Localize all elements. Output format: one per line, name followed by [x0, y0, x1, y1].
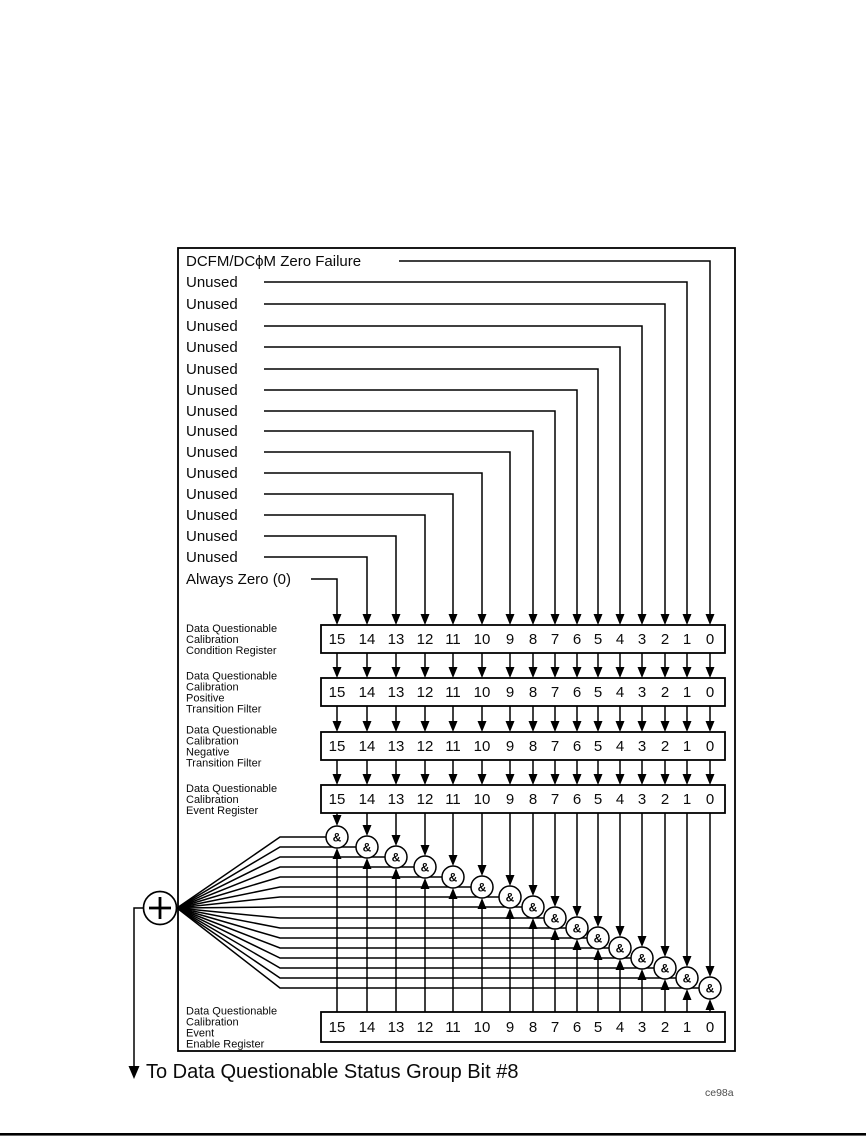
arrow-down-icon: [421, 721, 430, 732]
arrow-down-icon: [421, 845, 430, 856]
arrow-down-icon: [594, 916, 603, 927]
event-register-bit-cell: 15: [328, 791, 346, 808]
arrow-down-icon: [333, 815, 342, 826]
output-destination-label: To Data Questionable Status Group Bit #8: [146, 1061, 519, 1083]
arrow-down-icon: [551, 774, 560, 785]
positive-transition-filter-bit-cell: 0: [705, 684, 715, 701]
arrow-down-icon: [683, 721, 692, 732]
arrow-down-icon: [706, 614, 715, 625]
event-enable-register-bit-cell: 9: [505, 1019, 515, 1036]
and-gate-symbol: &: [550, 911, 560, 926]
condition-register-bit-cell: 1: [682, 631, 692, 648]
positive-transition-filter-label-line: Calibration: [186, 681, 239, 694]
arrow-down-icon: [661, 774, 670, 785]
arrow-down-icon: [392, 774, 401, 785]
arrow-up-icon: [616, 959, 625, 970]
and-gate-symbol: &: [660, 961, 670, 976]
input-row-label-bit-5: Unused: [186, 361, 238, 378]
arrow-down-icon: [333, 721, 342, 732]
negative-transition-filter-bit-cell: 3: [637, 738, 647, 755]
arrow-down-icon: [683, 667, 692, 678]
arrow-down-icon: [638, 667, 647, 678]
negative-transition-filter-bit-cell: 10: [473, 738, 491, 755]
arrow-down-icon: [661, 946, 670, 957]
input-signal-line-bit-4: [264, 347, 620, 615]
arrow-down-icon: [529, 885, 538, 896]
arrow-down-icon: [706, 667, 715, 678]
arrow-up-icon: [449, 888, 458, 899]
event-enable-register-bit-cell: 14: [358, 1019, 376, 1036]
arrow-up-icon: [638, 969, 647, 980]
condition-register-label-line: Data Questionable: [186, 623, 278, 635]
arrow-down-icon: [529, 667, 538, 678]
input-signal-line-bit-5: [264, 369, 598, 615]
arrow-down-icon: [661, 721, 670, 732]
gate-output-line: [177, 857, 385, 908]
negative-transition-filter-bit-cell: 15: [328, 738, 346, 755]
arrow-down-icon: [506, 721, 515, 732]
positive-transition-filter-bit-cell: 12: [416, 684, 434, 701]
arrow-down-icon: [449, 614, 458, 625]
and-gate-symbol: &: [505, 890, 515, 905]
arrow-down-icon: [421, 667, 430, 678]
event-enable-register-bit-cell: 12: [416, 1019, 434, 1036]
positive-transition-filter-bit-cell: 1: [682, 684, 692, 701]
arrow-down-icon: [363, 774, 372, 785]
positive-transition-filter-bit-cell: 8: [528, 684, 538, 701]
negative-transition-filter-bit-cell: 13: [387, 738, 405, 755]
input-row-label-bit-6: Unused: [186, 382, 238, 399]
input-signal-line-bit-12: [264, 515, 425, 615]
event-enable-register-bit-cell: 2: [660, 1019, 670, 1036]
arrow-down-icon: [333, 614, 342, 625]
arrow-down-icon: [478, 721, 487, 732]
arrow-down-icon: [449, 774, 458, 785]
event-enable-register-bit-cell: 10: [473, 1019, 491, 1036]
arrow-up-icon: [333, 848, 342, 859]
arrow-down-icon: [683, 956, 692, 967]
arrow-down-icon: [449, 855, 458, 866]
input-signal-line-bit-1: [264, 282, 687, 615]
arrow-down-icon: [363, 721, 372, 732]
arrow-down-icon: [616, 721, 625, 732]
condition-register-bit-cell: 14: [358, 631, 376, 648]
negative-transition-filter-label-line: Calibration: [186, 735, 239, 748]
arrow-up-icon: [683, 989, 692, 1000]
arrow-down-icon: [573, 774, 582, 785]
arrow-down-icon: [449, 667, 458, 678]
arrow-down-icon: [683, 614, 692, 625]
and-gate-symbol: &: [448, 870, 458, 885]
positive-transition-filter-bit-cell: 3: [637, 684, 647, 701]
condition-register-bit-cell: 2: [660, 631, 670, 648]
arrow-up-icon: [506, 908, 515, 919]
arrow-down-icon: [616, 926, 625, 937]
arrow-down-icon: [392, 721, 401, 732]
arrow-down-icon: [333, 774, 342, 785]
arrow-down-icon: [478, 774, 487, 785]
and-gate-symbol: &: [362, 840, 372, 855]
condition-register-bit-cell: 15: [328, 631, 346, 648]
event-register-label-line: Event Register: [186, 805, 259, 817]
arrow-up-icon: [573, 939, 582, 950]
input-row-label-bit-0: DCFM/DCϕM Zero Failure: [186, 253, 362, 270]
event-register-label-line: Data Questionable: [186, 783, 278, 795]
arrow-down-icon: [661, 667, 670, 678]
condition-register-bit-cell: 10: [473, 631, 491, 648]
condition-register-bit-cell: 13: [387, 631, 405, 648]
arrow-down-icon: [616, 614, 625, 625]
and-gate-symbol: &: [477, 880, 487, 895]
arrow-down-icon: [478, 865, 487, 876]
event-enable-register-bit-cell: 8: [528, 1019, 538, 1036]
input-row-label-bit-4: Unused: [186, 339, 238, 356]
negative-transition-filter-label-line: Data Questionable: [186, 724, 278, 737]
condition-register-bit-cell: 9: [505, 631, 515, 648]
negative-transition-filter-bit-cell: 9: [505, 738, 515, 755]
summary-output-line: [134, 908, 144, 1067]
arrow-up-icon: [661, 979, 670, 990]
negative-transition-filter-bit-cell: 2: [660, 738, 670, 755]
arrow-down-icon: [421, 614, 430, 625]
negative-transition-filter-bit-cell: 11: [445, 738, 461, 755]
arrow-down-icon: [638, 721, 647, 732]
arrow-up-icon: [529, 918, 538, 929]
arrow-up-icon: [392, 868, 401, 879]
arrow-up-icon: [551, 929, 560, 940]
input-row-label-bit-11: Unused: [186, 486, 238, 503]
arrow-down-icon: [706, 774, 715, 785]
and-gate-symbol: &: [637, 951, 647, 966]
input-row-label-bit-7: Unused: [186, 403, 238, 420]
arrow-up-icon: [706, 999, 715, 1010]
input-signal-line-bit-15: [311, 579, 337, 615]
positive-transition-filter-bit-cell: 15: [328, 684, 346, 701]
input-row-label-bit-14: Unused: [186, 549, 238, 566]
arrow-down-icon: [506, 667, 515, 678]
input-row-label-bit-3: Unused: [186, 318, 238, 335]
positive-transition-filter-bit-cell: 13: [387, 684, 405, 701]
event-register-bit-cell: 7: [550, 791, 560, 808]
arrow-down-icon: [363, 614, 372, 625]
event-enable-register-bit-cell: 5: [593, 1019, 603, 1036]
arrow-down-icon: [573, 614, 582, 625]
arrow-down-icon: [529, 614, 538, 625]
arrow-down-icon: [551, 721, 560, 732]
arrow-down-icon: [638, 936, 647, 947]
arrow-down-icon: [506, 614, 515, 625]
event-enable-register-label-line: Data Questionable: [186, 1005, 278, 1018]
arrow-down-icon: [573, 721, 582, 732]
and-gate-symbol: &: [332, 830, 342, 845]
arrow-down-icon: [392, 667, 401, 678]
event-enable-register-bit-cell: 6: [572, 1019, 582, 1036]
event-register-bit-cell: 3: [637, 791, 647, 808]
arrow-up-icon: [594, 949, 603, 960]
event-enable-register-label-line: Enable Register: [186, 1038, 265, 1051]
negative-transition-filter-bit-cell: 7: [550, 738, 560, 755]
negative-transition-filter-bit-cell: 12: [416, 738, 434, 755]
and-gate-symbol: &: [705, 981, 715, 996]
event-enable-register-bit-cell: 1: [682, 1019, 692, 1036]
event-register-bit-cell: 5: [593, 791, 603, 808]
event-register-bit-cell: 8: [528, 791, 538, 808]
arrow-down-icon: [661, 614, 670, 625]
event-register-bit-cell: 14: [358, 791, 376, 808]
event-enable-register-label-line: Event: [186, 1027, 215, 1040]
event-register-bit-cell: 4: [615, 791, 625, 808]
arrow-down-icon: [392, 614, 401, 625]
and-gate-symbol: &: [682, 971, 692, 986]
arrow-down-icon: [551, 896, 560, 907]
and-gate-symbol: &: [593, 931, 603, 946]
arrow-down-icon: [363, 825, 372, 836]
positive-transition-filter-bit-cell: 14: [358, 684, 376, 701]
condition-register-label-line: Condition Register: [186, 645, 277, 657]
arrow-down-icon: [449, 721, 458, 732]
condition-register-bit-cell: 6: [572, 631, 582, 648]
and-gate-symbol: &: [391, 850, 401, 865]
gate-output-line: [177, 907, 522, 908]
condition-register-label-line: Calibration: [186, 634, 239, 646]
event-enable-register-bit-cell: 0: [705, 1019, 715, 1036]
positive-transition-filter-bit-cell: 7: [550, 684, 560, 701]
arrow-down-icon: [478, 667, 487, 678]
page-bottom-rule: [0, 1133, 866, 1136]
arrow-down-icon: [129, 1066, 140, 1079]
arrow-up-icon: [421, 878, 430, 889]
condition-register-bit-cell: 0: [705, 631, 715, 648]
arrow-down-icon: [706, 966, 715, 977]
and-gate-symbol: &: [615, 941, 625, 956]
event-register-bit-cell: 11: [445, 791, 461, 808]
arrow-down-icon: [638, 774, 647, 785]
text-layer: [146, 253, 734, 1099]
arrow-down-icon: [573, 667, 582, 678]
event-register-bit-cell: 0: [705, 791, 715, 808]
negative-transition-filter-bit-cell: 6: [572, 738, 582, 755]
positive-transition-filter-label-line: Data Questionable: [186, 670, 278, 683]
event-enable-register-bit-cell: 15: [328, 1019, 346, 1036]
arrow-down-icon: [478, 614, 487, 625]
event-register-bit-cell: 13: [387, 791, 405, 808]
and-gate-symbol: &: [572, 921, 582, 936]
event-register-bit-cell: 2: [660, 791, 670, 808]
positive-transition-filter-bit-cell: 10: [473, 684, 491, 701]
arrow-down-icon: [506, 774, 515, 785]
arrow-down-icon: [551, 667, 560, 678]
positive-transition-filter-label-line: Positive: [186, 692, 225, 705]
event-enable-register-bit-cell: 13: [387, 1019, 405, 1036]
input-signal-line-bit-8: [264, 431, 533, 615]
event-enable-register-label-line: Calibration: [186, 1016, 239, 1029]
arrow-down-icon: [706, 721, 715, 732]
positive-transition-filter-bit-cell: 2: [660, 684, 670, 701]
condition-register-bit-cell: 12: [416, 631, 434, 648]
event-enable-register-bit-cell: 11: [445, 1019, 461, 1036]
arrow-down-icon: [683, 774, 692, 785]
input-signal-line-bit-2: [264, 304, 665, 615]
negative-transition-filter-label-line: Negative: [186, 746, 230, 759]
arrow-down-icon: [638, 614, 647, 625]
condition-register-bit-cell: 7: [550, 631, 560, 648]
gate-output-line: [177, 908, 544, 918]
condition-register-bit-cell: 5: [593, 631, 603, 648]
arrow-down-icon: [594, 614, 603, 625]
positive-transition-filter-bit-cell: 5: [593, 684, 603, 701]
arrow-down-icon: [392, 835, 401, 846]
input-row-label-bit-15: Always Zero (0): [186, 571, 292, 588]
arrow-down-icon: [551, 614, 560, 625]
input-row-label-bit-8: Unused: [186, 423, 238, 440]
negative-transition-filter-bit-cell: 1: [682, 738, 692, 755]
input-row-label-bit-12: Unused: [186, 507, 238, 524]
positive-transition-filter-label-line: Transition Filter: [186, 703, 262, 716]
event-enable-register-bit-cell: 3: [637, 1019, 647, 1036]
negative-transition-filter-bit-cell: 14: [358, 738, 376, 755]
arrow-down-icon: [616, 774, 625, 785]
event-register-bit-cell: 9: [505, 791, 515, 808]
arrow-up-icon: [478, 898, 487, 909]
negative-transition-filter-label-line: Transition Filter: [186, 757, 262, 770]
arrow-down-icon: [333, 667, 342, 678]
negative-transition-filter-bit-cell: 0: [705, 738, 715, 755]
positive-transition-filter-bit-cell: 11: [445, 684, 461, 701]
event-register-bit-cell: 10: [473, 791, 491, 808]
and-gate-symbol: &: [420, 860, 430, 875]
input-signal-line-bit-6: [264, 390, 577, 615]
arrow-down-icon: [594, 667, 603, 678]
condition-register-bit-cell: 8: [528, 631, 538, 648]
arrow-down-icon: [506, 875, 515, 886]
arrow-down-icon: [594, 721, 603, 732]
event-register-bit-cell: 6: [572, 791, 582, 808]
negative-transition-filter-bit-cell: 4: [615, 738, 625, 755]
arrow-down-icon: [363, 667, 372, 678]
input-row-label-bit-10: Unused: [186, 465, 238, 482]
negative-transition-filter-bit-cell: 5: [593, 738, 603, 755]
condition-register-bit-cell: 3: [637, 631, 647, 648]
arrow-down-icon: [573, 906, 582, 917]
input-signal-line-bit-9: [264, 452, 510, 615]
arrow-down-icon: [421, 774, 430, 785]
and-gate-symbol: &: [528, 900, 538, 915]
input-row-label-bit-9: Unused: [186, 444, 238, 461]
arrow-down-icon: [529, 721, 538, 732]
condition-register-bit-cell: 4: [615, 631, 625, 648]
arrow-down-icon: [616, 667, 625, 678]
arrow-down-icon: [594, 774, 603, 785]
event-register-bit-cell: 12: [416, 791, 434, 808]
input-row-label-bit-13: Unused: [186, 528, 238, 545]
input-row-label-bit-1: Unused: [186, 274, 238, 291]
event-register-label-line: Calibration: [186, 794, 239, 806]
negative-transition-filter-bit-cell: 8: [528, 738, 538, 755]
input-row-label-bit-2: Unused: [186, 296, 238, 313]
arrow-down-icon: [529, 774, 538, 785]
input-signal-line-bit-7: [264, 411, 555, 615]
event-enable-register-bit-cell: 4: [615, 1019, 625, 1036]
event-register-bit-cell: 1: [682, 791, 692, 808]
condition-register-bit-cell: 11: [445, 631, 461, 648]
positive-transition-filter-bit-cell: 9: [505, 684, 515, 701]
positive-transition-filter-bit-cell: 6: [572, 684, 582, 701]
positive-transition-filter-bit-cell: 4: [615, 684, 625, 701]
arrow-up-icon: [363, 858, 372, 869]
figure-id: ce98a: [705, 1087, 734, 1099]
event-enable-register-bit-cell: 7: [550, 1019, 560, 1036]
